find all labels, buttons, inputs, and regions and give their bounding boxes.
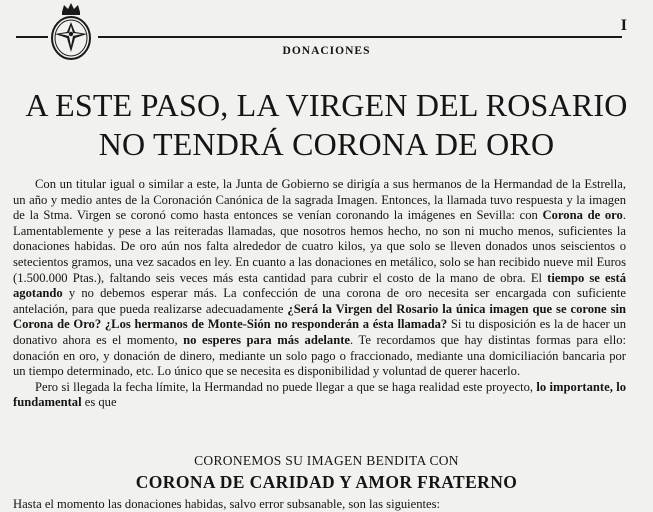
text-run: y no debemos esperar más. La confección de una corona de oro necesita ser encargada con suficiente antelación, para que pueda realizarse adecuadamente xyxy=(13,286,626,316)
article-body xyxy=(13,177,626,411)
page-number: I xyxy=(620,17,627,34)
text-run: Pero si llegada la fecha límite, la Hermandad no puede llegar a que se haga realidad este proyecto, xyxy=(35,379,537,394)
paragraph-2 xyxy=(13,380,626,411)
callout-heading: CORONA DE CARIDAD Y AMOR FRATERNO xyxy=(135,472,518,492)
article-title xyxy=(10,86,643,164)
section-heading: DONACIONES xyxy=(282,45,371,57)
emphasis: lo importante, lo fundamental xyxy=(13,379,626,410)
emphasis: tiempo se está agotando xyxy=(13,270,626,301)
text-run: . Te recordamos que hay distintas formas para ello: donación en oro, y donación de dinero, mediante un solo pago o fraccionado, mediante una domiciliación bancaria por un tiempo determinado, etc. Lo único que se necesita es disponibilidad y voluntad de querer hacerlo. xyxy=(13,332,626,379)
paragraph-1 xyxy=(13,177,626,380)
emphasis: ¿Será la Virgen del Rosario la única imagen que se corone sin Corona de Oro? ¿Los hermanos de Monte-Sión no responderán a ésta llamada? xyxy=(13,301,626,332)
callout-line: CORONEMOS SU IMAGEN BENDITA CON xyxy=(194,453,459,468)
emphasis: no esperes para más adelante xyxy=(183,332,351,347)
text-run: Si tu disposición es la de hacer un donativo ahora es el momento, xyxy=(13,317,626,347)
title-line-1: A ESTE PASO, LA VIRGEN DEL ROSARIO xyxy=(25,87,628,123)
text-run: es que xyxy=(81,395,117,410)
donations-intro: Hasta el momento las donaciones habidas, salvo error subsanable, son las siguientes: xyxy=(13,497,441,511)
header-rule xyxy=(98,36,622,38)
title-line-2: NO TENDRÁ CORONA DE ORO xyxy=(98,126,555,162)
text-run: Con un titular igual o similar a este, la Junta de Gobierno se dirigía a sus hermanos de la Hermandad de la Estrella, un año y medio antes de la Coronación Canónica de la sagrada Imagen. Entonces, la llamada tuvo respuesta y la imagen de la Stma. Virgen se coronó como hasta entonces se venían coronando la imágenes en Sevilla: con xyxy=(13,177,626,223)
emphasis: Corona de oro xyxy=(542,208,623,223)
text-run: . Lamentablemente y pese a las reiteradas llamadas, que nosotros hemos hecho, no son ni mucho menos, suficientes la donaciones habidas. De oro aún nos falta alrededor de cuatro kilos, ya que solo se lleven donados unos seiscientos o setecientos gramos, una vez sacados en ley. En cuanto a las donaciones en metálico, solo se han recibido nueve mil Euros (1.500.000 Ptas.), faltando seis veces más esta cantidad para cubrir el costo de la mano de obra. El xyxy=(13,208,626,285)
